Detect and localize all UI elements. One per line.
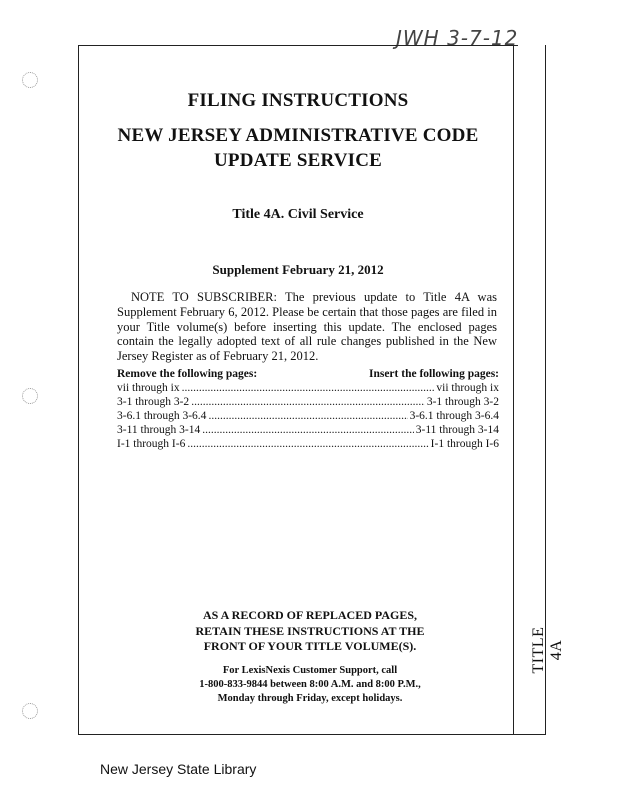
support-line: 1-800-833-9844 between 8:00 A.M. and 8:00 P.M., — [199, 678, 421, 690]
pages-table — [117, 367, 499, 451]
support-line: For LexisNexis Customer Support, call — [222, 665, 398, 676]
leader-dots — [202, 423, 413, 437]
insert-header: Insert the following pages: — [368, 368, 499, 380]
leader-dots — [208, 409, 407, 423]
table-row — [117, 423, 499, 437]
insert-pages: vii through ix — [436, 382, 499, 395]
remove-pages: 3-11 through 3-14 — [117, 424, 201, 437]
leader-dots — [182, 381, 435, 395]
insert-pages: 3-1 through 3-2 — [426, 396, 499, 409]
table-row — [117, 437, 499, 451]
punch-hole-top — [22, 72, 38, 88]
subscriber-note: NOTE TO SUBSCRIBER: The previous update to Title 4A was Supplement February 6, 2012. Please be certain that those pages are filed in your Title volume(s) before inserting this update. The enclosed pages contain the legally adopted text of all rule changes published in the New Jersey Register as of February 21, 2012. — [117, 290, 497, 363]
remove-pages: I-1 through I-6 — [117, 438, 186, 451]
code-title-line1: NEW JERSEY ADMINISTRATIVE CODE — [117, 125, 479, 146]
record-line: FRONT OF YOUR TITLE VOLUME(S). — [203, 639, 417, 654]
leader-dots — [187, 437, 428, 451]
punch-hole-middle — [22, 388, 38, 404]
code-title-line2: UPDATE SERVICE — [213, 150, 383, 171]
library-stamp: New Jersey State Library — [100, 761, 257, 777]
page-border-top — [78, 45, 518, 46]
pages-table-header — [117, 367, 499, 381]
record-line: AS A RECORD OF REPLACED PAGES, — [202, 608, 418, 622]
remove-pages: 3-6.1 through 3-6.4 — [117, 410, 207, 423]
table-row — [117, 409, 499, 423]
insert-pages: I-1 through I-6 — [430, 438, 499, 451]
supplement-date: Supplement February 21, 2012 — [212, 262, 384, 277]
table-row — [117, 395, 499, 409]
table-row — [117, 381, 499, 395]
insert-pages: 3-6.1 through 3-6.4 — [409, 410, 499, 423]
customer-support — [120, 664, 500, 706]
tab-label: TITLE 4A — [530, 626, 565, 674]
title-name: Title 4A. Civil Service — [232, 207, 364, 222]
insert-pages: 3-11 through 3-14 — [415, 424, 499, 437]
punch-hole-bottom — [22, 703, 38, 719]
support-line: Monday through Friday, except holidays. — [217, 692, 403, 704]
tab-divider — [513, 45, 514, 735]
leader-dots — [191, 395, 425, 409]
remove-pages: 3-1 through 3-2 — [117, 396, 190, 409]
record-line: RETAIN THESE INSTRUCTIONS AT THE — [195, 623, 425, 638]
record-instructions — [120, 608, 500, 655]
filing-title: FILING INSTRUCTIONS — [187, 90, 409, 111]
remove-pages: vii through ix — [117, 382, 180, 395]
handwritten-note: JWH 3-7-12 — [396, 26, 519, 50]
remove-header: Remove the following pages: — [117, 368, 258, 380]
